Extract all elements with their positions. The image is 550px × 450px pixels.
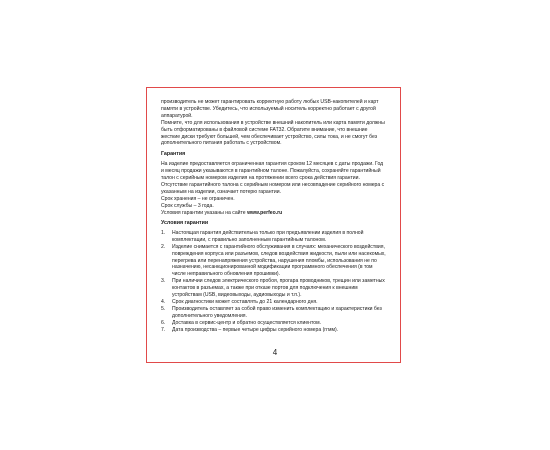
- list-item-text: Дата производства – первые четыре цифры серийного номера (ггмм).: [172, 326, 339, 333]
- page-number: 4: [272, 348, 278, 357]
- warranty-site-line: [161, 210, 387, 217]
- list-item: [161, 299, 387, 306]
- list-item-number: 3.: [161, 278, 166, 285]
- list-item: [161, 327, 387, 334]
- warranty-site-link[interactable]: www.perfeo.ru: [247, 209, 283, 216]
- intro-paragraph-2: Помните, что для использования в устройстве внешний накопитель или карта памяти должны быть отформатированы в файловой системе FAT32. Обратите внимание, что внешние жесткие диски требуют большей, чем обеспечивает устройство, силы тока, и не смогут без дополнительного питания работать с устройством.: [161, 119, 385, 147]
- warranty-heading: Гарантия: [161, 150, 186, 157]
- list-item-number: 7.: [161, 326, 166, 333]
- list-item-number: 2.: [161, 243, 166, 250]
- list-item-text: При наличии следов электрического пробоя, прогара проводников, трещин или заметных контактов в разъемах, а также при отказе портов для подключения к внешним устройствам (USB, видеовыходы, аудиовыходы и т.п.).: [172, 278, 385, 299]
- list-item: [161, 278, 387, 299]
- list-item-text: Изделие снимается с гарантийного обслуживания в случаях: механического воздействия, повреждения корпуса или разъемов, следов воздействия жидкости, пыли или насекомых, перегрева или перенапряжения устройства, нарушения пломбы, использования не по назначению, несанкционированной модификации программного обеспечения (в том числе неправильного обновления прошивки).: [172, 243, 386, 278]
- warranty-site-prefix: Условия гарантии указаны на сайте: [161, 209, 248, 216]
- storage-term: Срок хранения – не ограничен.: [161, 195, 235, 202]
- list-item-number: 4.: [161, 298, 166, 305]
- list-item-number: 5.: [161, 305, 166, 312]
- warranty-paragraph-2: Отсутствие гарантийного талона с серийным номером или несовпадение серийного номера с указанным на изделии, означает потерю гарантии.: [161, 181, 385, 195]
- list-item-number: 6.: [161, 319, 166, 326]
- document-content: [161, 99, 387, 334]
- list-item-number: 1.: [161, 229, 166, 236]
- list-item: [161, 230, 387, 244]
- intro-paragraph-1: производитель не может гарантировать корректную работу любых USB-накопителей и карт памяти в устройстве. Убедитесь, что используемый носитель корректно работает с другой аппаратурой.: [161, 99, 379, 119]
- list-item-text: Настоящая гарантия действительна только при предъявлении изделия в полной комплектации, с правильно заполненным гарантийным талоном.: [172, 229, 364, 243]
- list-item-text: Срок диагностики может составлять до 21 календарного дня.: [172, 298, 318, 305]
- warranty-paragraph-1: На изделие предоставляется ограниченная гарантия сроком 12 месяцев с даты продажи. Год и месяц продажи указываются в гарантийном талоне. Пожалуйста, сохраняйте гарантийный талон с серийным номером изделия на протяжении всего срока действия гарантии.: [161, 161, 384, 182]
- list-item-text: Доставка в сервис-центр и обратно осуществляется клиентом.: [172, 319, 321, 326]
- list-item-text: Производитель оставляет за собой право изменить комплектацию и характеристики без дополнительного уведомления.: [172, 305, 382, 319]
- list-item: [161, 244, 387, 279]
- conditions-list: [161, 230, 387, 334]
- list-item: [161, 320, 387, 327]
- list-item: [161, 306, 387, 320]
- conditions-heading: Условия гарантии: [161, 220, 209, 226]
- service-life: Срок службы – 3 года.: [161, 202, 214, 209]
